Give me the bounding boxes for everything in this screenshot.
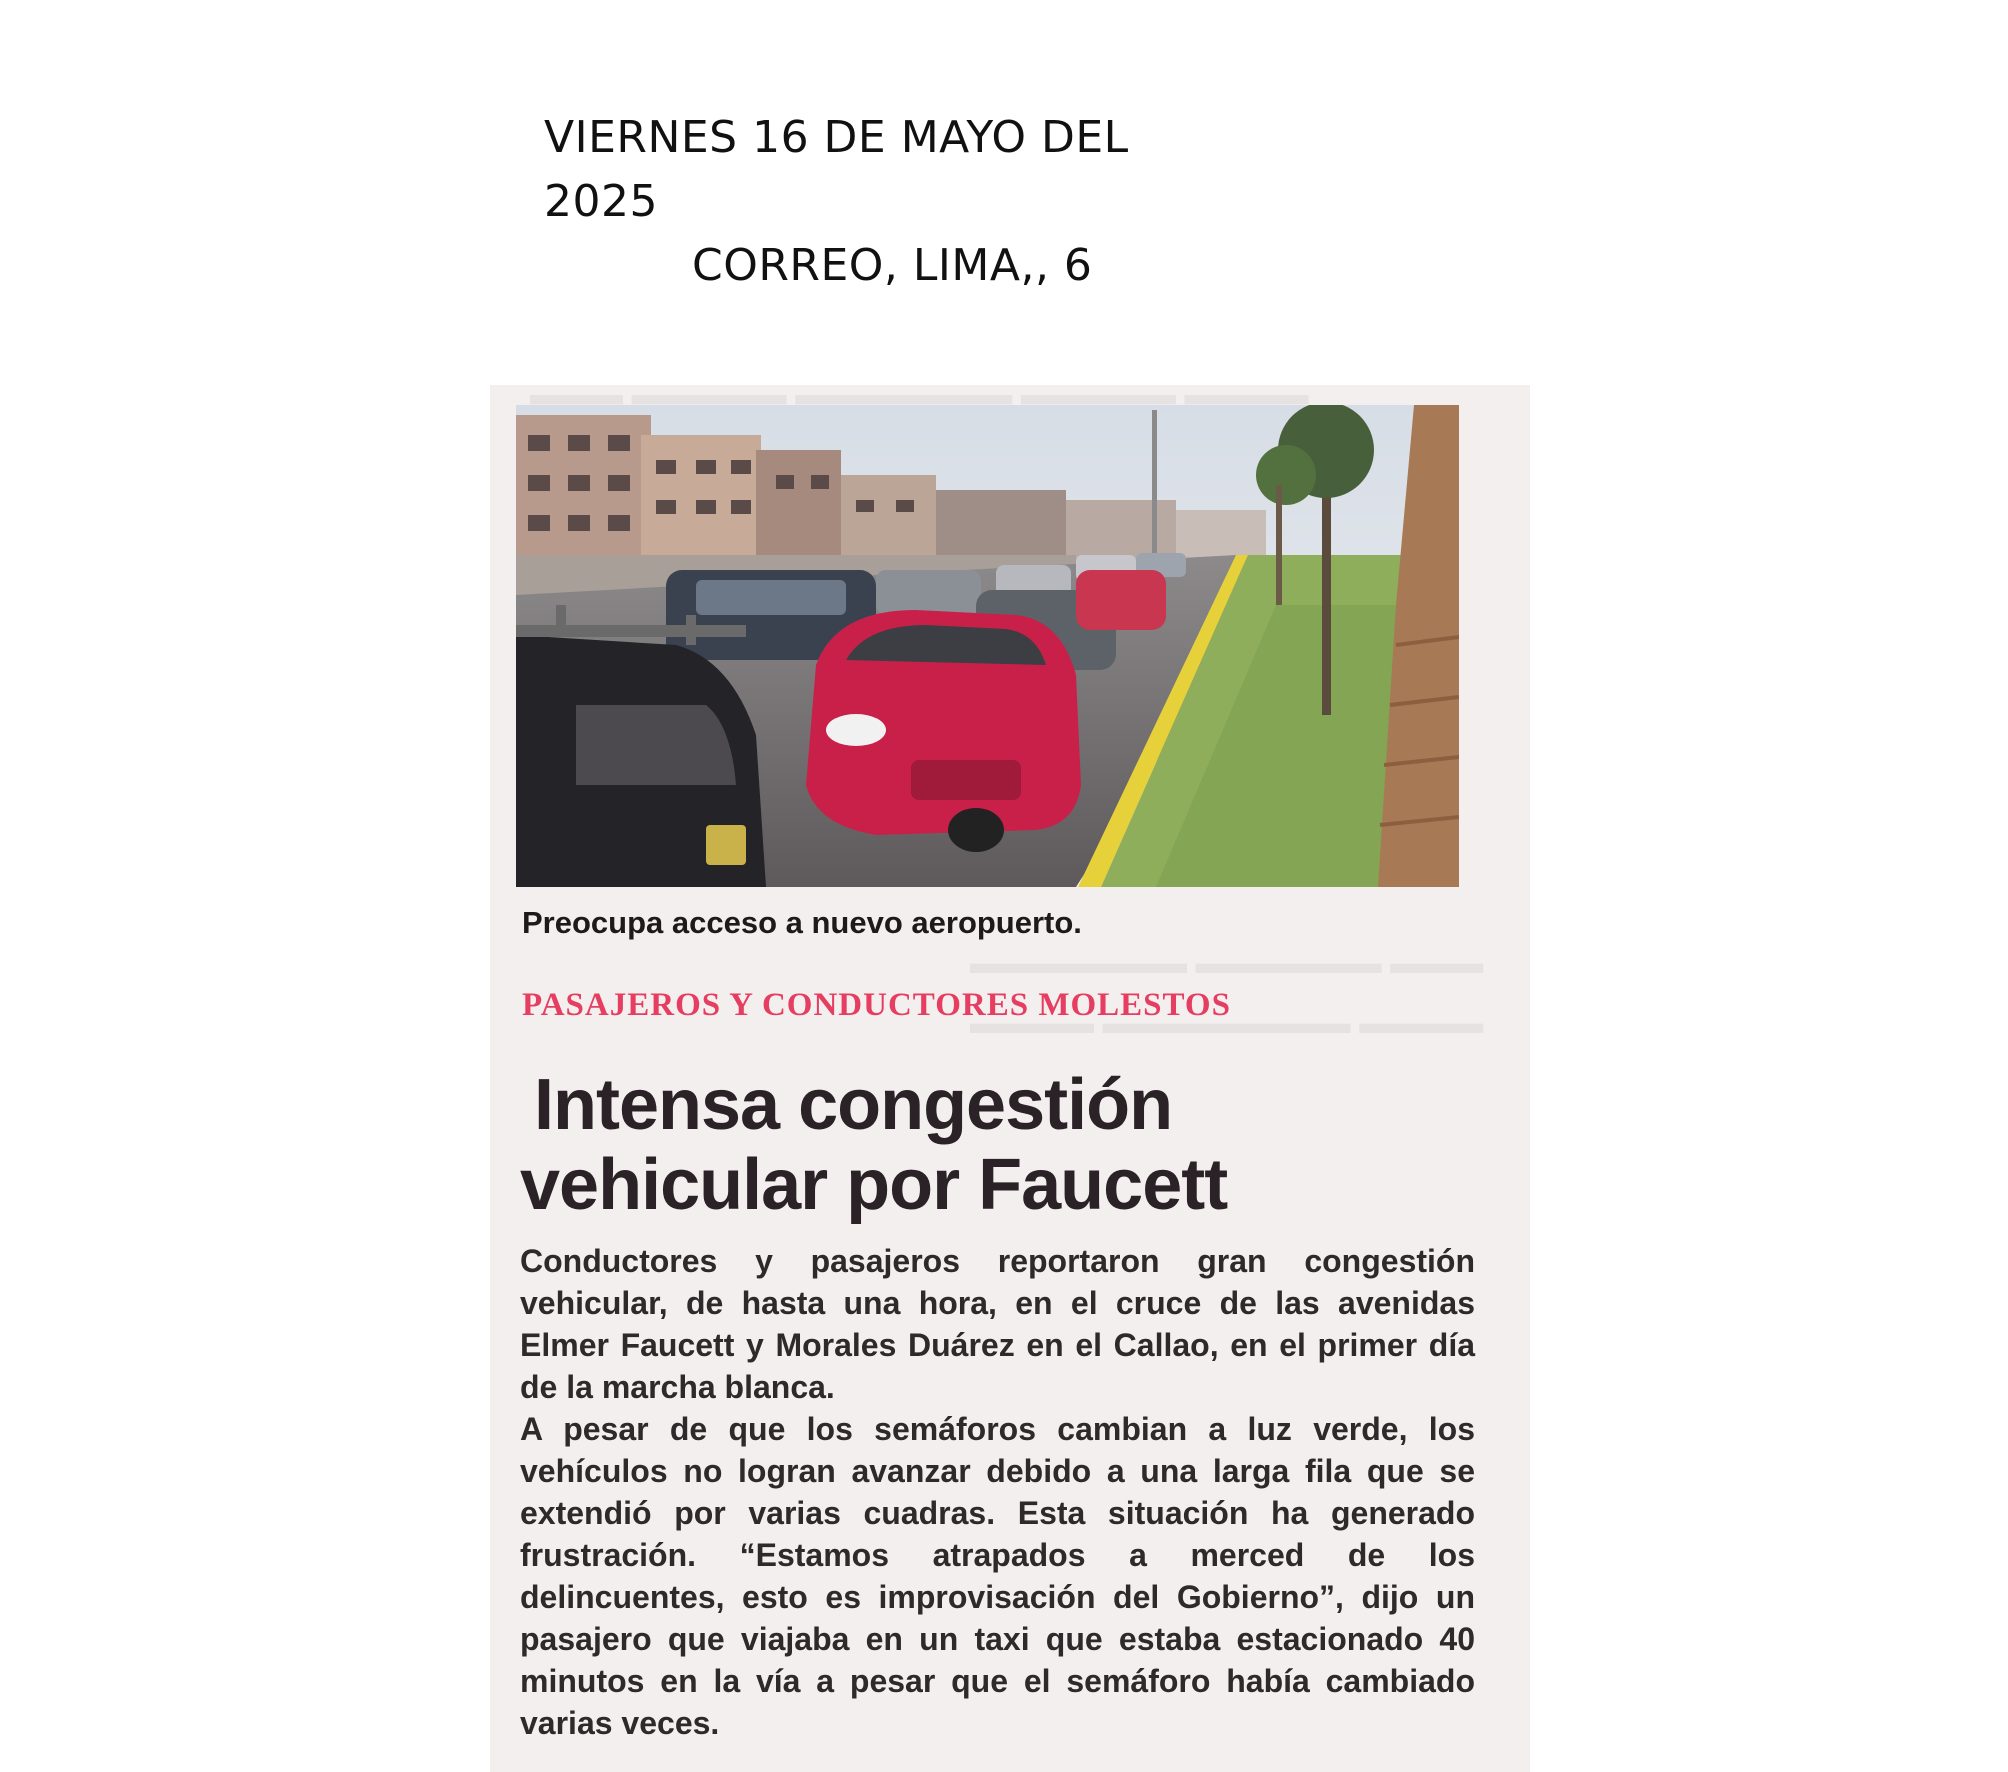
article-body [520, 1240, 1475, 1744]
article-headline [520, 1065, 1500, 1225]
bleed-through-text: ▬▬▬▬ ▬▬▬▬▬▬▬▬ ▬▬▬▬ [970, 1005, 1484, 1040]
article-paragraph-1: Conductores y pasajeros reportaron gran congestión vehicular, de hasta una hora, en el cruce de las avenidas Elmer Faucett y Morales Duárez en el Callao, en el primer día de la marcha blanca. [520, 1243, 1475, 1405]
date-line: VIERNES 16 DE MAYO DEL 2025 [544, 112, 1129, 227]
headline-line-2: vehicular por Faucett [520, 1145, 1228, 1225]
source-line: CORREO, LIMA,, 6 [692, 240, 1093, 291]
traffic-photo [516, 405, 1459, 887]
clipping-header [420, 106, 1220, 298]
bleed-through-text: ▬▬▬▬▬▬▬ ▬▬▬▬▬▬ ▬▬▬ [970, 945, 1484, 980]
newspaper-clipping [490, 385, 1530, 1772]
article-kicker: PASAJEROS Y CONDUCTORES MOLESTOS [522, 987, 1231, 1023]
photo-caption: Preocupa acceso a nuevo aeropuerto. [522, 905, 1082, 940]
article-paragraph-2: A pesar de que los semáforos cambian a luz verde, los vehículos no logran avanzar debido a una larga fila que se extendió por varias cuadras. Esta situación ha generado frustración. “Estamos atrapados a merced de los delincuentes, esto es improvisación del Gobierno”, dijo un pasajero que viajaba en un taxi que estaba estacionado 40 minutos en la vía a pesar que el semáforo había cambiado varias veces. [520, 1411, 1475, 1741]
headline-line-1: Intensa congestión [534, 1065, 1173, 1145]
